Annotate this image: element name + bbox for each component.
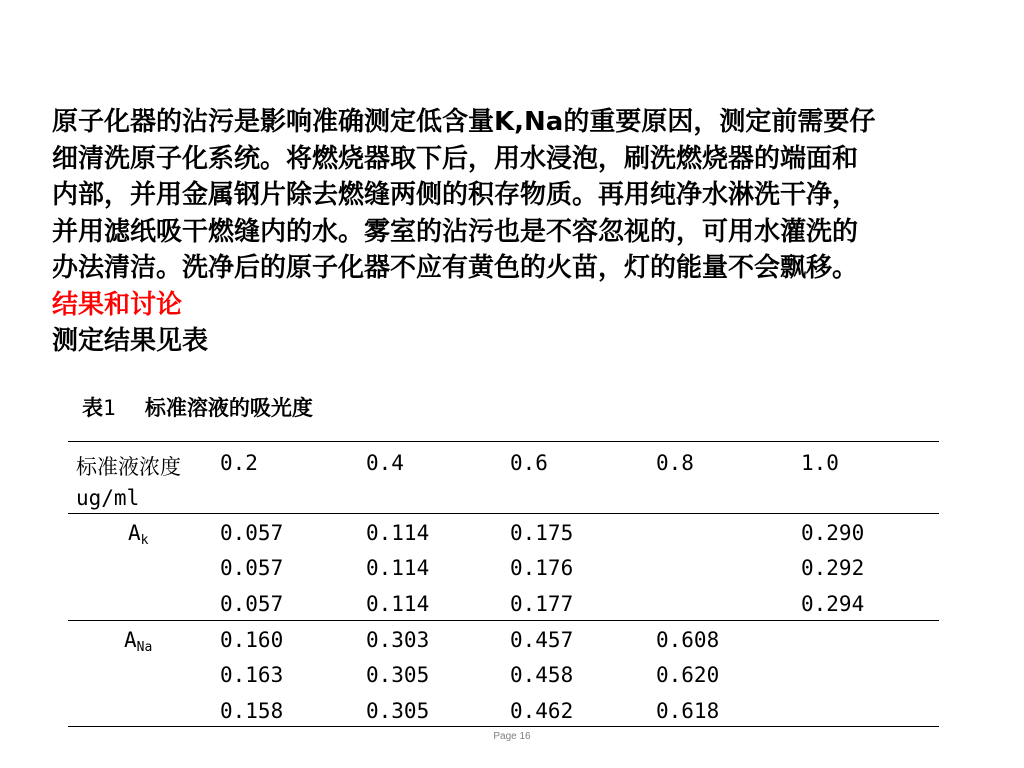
body-paragraph <box>52 104 1002 360</box>
table-cell: 0.305 <box>366 699 430 723</box>
table-cell: 0.294 <box>801 592 865 616</box>
table-cell: 0.057 <box>220 592 284 616</box>
paragraph-line: 内部，并用金属钢片除去燃缝两侧的积存物质。再用纯净水淋洗干净， <box>52 180 859 210</box>
group-label-ana <box>124 628 152 655</box>
group-label-main: A <box>124 628 137 652</box>
table-cell: 0.462 <box>510 699 574 723</box>
table-cell: 0.608 <box>656 628 720 652</box>
results-text: 测定结果见表 <box>52 326 209 356</box>
table-cell: 0.458 <box>510 663 574 687</box>
table-bottom-rule <box>68 726 939 727</box>
table-cell: 0.057 <box>220 556 284 580</box>
table-cell: 0.158 <box>220 699 284 723</box>
table-cell: 0.114 <box>366 592 430 616</box>
group-label-sub: Na <box>136 640 153 655</box>
table-title-number: 1 <box>103 396 116 420</box>
table-header-rule <box>68 513 939 514</box>
group-label-sub: k <box>140 533 149 548</box>
table-cell: 0.114 <box>366 556 430 580</box>
table-cell: 0.618 <box>656 699 720 723</box>
header-label-line1: 标准液浓度 <box>76 455 181 479</box>
paragraph-line: 办法清洁。洗净后的原子化器不应有黄色的火苗，灯的能量不会飘移。 <box>52 253 859 283</box>
table-title-prefix: 表 <box>82 396 103 420</box>
header-value: 0.4 <box>366 451 404 475</box>
table-cell: 0.620 <box>656 663 720 687</box>
table-group-rule <box>68 620 939 621</box>
header-value: 1.0 <box>801 451 839 475</box>
table-cell: 0.305 <box>366 663 430 687</box>
paragraph-line: 并用滤纸吸干燃缝内的水。雾室的沾污也是不容忽视的，可用水灌洗的 <box>52 216 859 247</box>
group-label-main: A <box>128 521 141 545</box>
paragraph-line: 原子化器的沾污是影响准确测定低含量K,Na的重要原因，测定前需要仔 <box>52 107 876 137</box>
table-cell: 0.114 <box>366 521 430 545</box>
table-cell: 0.303 <box>366 628 430 652</box>
table-cell: 0.163 <box>220 663 284 687</box>
header-label-line2: ug/ml <box>76 486 140 510</box>
table-cell: 0.176 <box>510 556 574 580</box>
table-cell: 0.160 <box>220 628 284 652</box>
table-cell: 0.175 <box>510 521 574 545</box>
paragraph-line: 细清洗原子化系统。将燃烧器取下后，用水浸泡，刷洗燃烧器的端面和 <box>52 143 859 174</box>
header-value: 0.8 <box>656 451 694 475</box>
table-cell: 0.457 <box>510 628 574 652</box>
header-value: 0.6 <box>510 451 548 475</box>
table-title-text: 标准溶液的吸光度 <box>144 396 313 420</box>
page-number: Page 16 <box>493 731 531 742</box>
table-cell: 0.292 <box>801 556 865 580</box>
group-label-ak <box>128 521 148 548</box>
table-cell: 0.177 <box>510 592 574 616</box>
table-cell: 0.057 <box>220 521 284 545</box>
table-title <box>82 392 313 422</box>
table-cell: 0.290 <box>801 521 865 545</box>
table-top-rule <box>68 441 939 442</box>
header-value: 0.2 <box>220 451 258 475</box>
results-heading: 结果和讨论 <box>52 289 183 320</box>
